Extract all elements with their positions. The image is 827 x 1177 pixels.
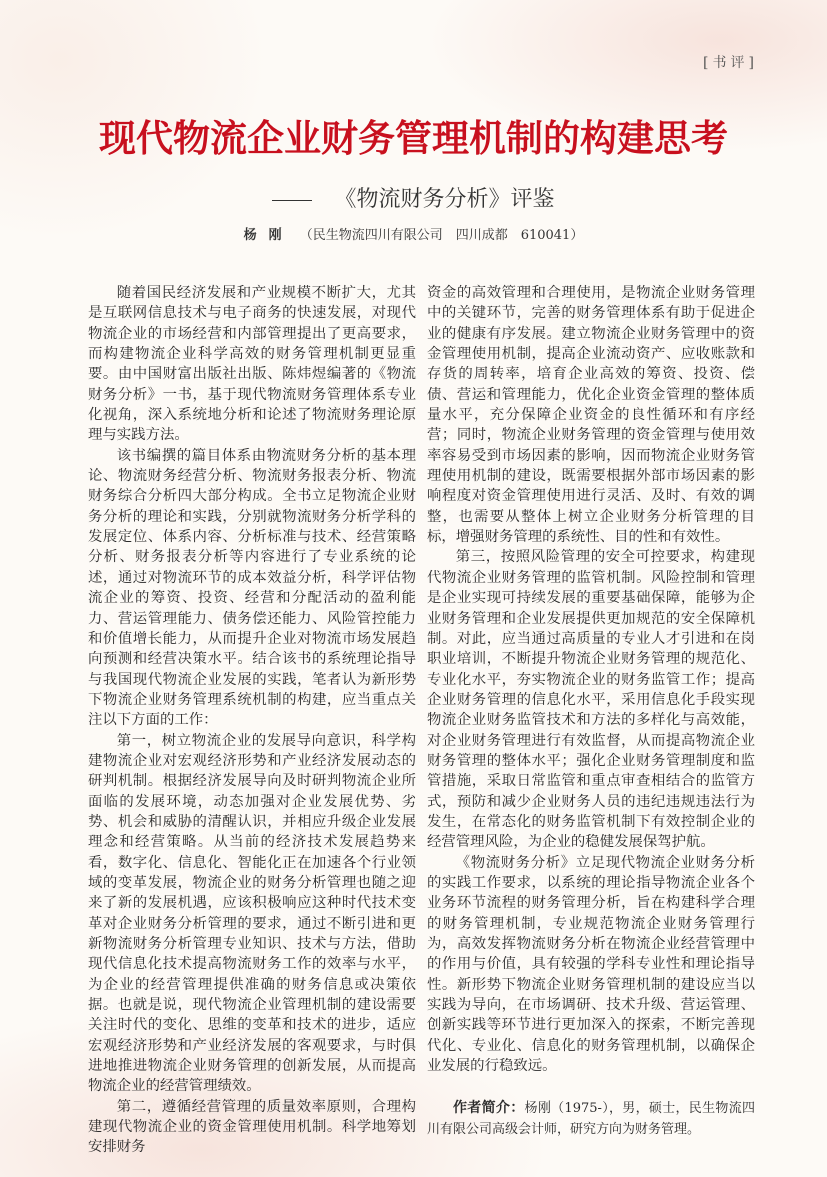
paragraph: 第三，按照风险管理的安全可控要求，构建现代物流企业财务管理的监管机制。风险控制和管理是企业实现可持续发展的重要基础保障，能够为企业财务管理和企业发展提供更加规范的安全保障机制。对此，应当通过高质量的专业人才引进和在岗职业培训，不断提升物流企业财务管理的规范化、专业化水平，夯实物流企业的财务监管工作；提高企业财务管理的信息化水平，采用信息化手段实现物流企业财务监管技术和方法的多样化与高效能，对企业财务管理进行有效监督，从而提高物流企业财务管理的整体水平；强化企业财务管理制度和监管措施，采取日常监管和重点审查相结合的监管方式，预防和减少企业财务人员的违纪违规违法行为发生，在常态化的财务监管机制下有效控制企业的经营管理风险，为企业的稳健发展保驾护航。 [427, 549, 755, 851]
subtitle-text: 《物流财务分析》评鉴 [334, 187, 555, 212]
paragraph: 第二，遵循经营管理的质量效率原则，合理构建现代物流企业的资金管理使用机制。科学地筹划安排财务 [88, 1098, 416, 1156]
author-line [0, 224, 827, 243]
left-column [88, 283, 416, 1158]
section-tag: [书评] [703, 55, 758, 71]
paragraph: 《物流财务分析》立足现代物流企业财务分析的实践工作要求，以系统的理论指导物流企业各个业务环节流程的财务管理分析，旨在构建科学合理的财务管理机制，专业规范物流企业财务管理行为，高效发挥物流财务分析在物流企业经营管理中的作用与价值，具有较强的学科专业性和理论指导性。新形势下物流企业财务管理机制的建设应当以实践为导向，在市场调研、技术升级、营运管理、创新实践等环节进行更加深入的探索，不断完善现代化、专业化、信息化的财务管理机制，以确保企业发展的行稳致远。 [427, 854, 755, 1075]
paragraph: 第一，树立物流企业的发展导向意识，科学构建物流企业对宏观经济形势和产业经济发展动态的研判机制。根据经济发展导向及时研判物流企业所面临的发展环境，动态加强对企业发展优势、劣势、机会和威胁的清醒认识，并相应升级企业发展理念和经营策略。从当前的经济技术发展趋势来看，数字化、信息化、智能化正在加速各个行业领域的变革发展，物流企业的财务分析管理也随之迎来了新的发展机遇，应该积极响应这种时代技术变革对企业财务分析管理的要求，通过不断引进和更新物流财务分析管理专业知识、技术与方法，借助现代信息化技术提高物流财务工作的效率与水平，为企业的经营管理提供准确的财务信息或决策依据。也就是说，现代物流企业管理机制的建设需要关注时代的变化、思维的变革和技术的进步，适应宏观经济形势和产业经济发展的客观要求，与时俱进地推进物流企业财务管理的创新发展，从而提高物流企业的经营管理绩效。 [88, 732, 416, 1095]
author-bio-text: 杨刚（1975-），男，硕士，民生物流四川有限公司高级会计师，研究方向为财务管理。 [427, 1101, 756, 1138]
paragraph-continued: 资金的高效管理和合理使用，是物流企业财务管理中的关键环节，完善的财务管理体系有助于促进企业的健康有序发展。建立物流企业财务管理中的资金管理使用机制，提高企业流动资产、应收账款和存货的周转率，培育企业高效的筹资、投资、偿债、营运和管理能力，优化企业资金管理的整体质量水平，充分保障企业资金的良性循环和有序经营；同时，物流企业财务管理的资金管理与使用效率容易受到市场因素的影响，因而物流企业财务管理使用机制的建设，既需要根据外部市场因素的影响程度对资金管理使用进行灵活、及时、有效的调整，也需要从整体上树立企业财务分析管理的目标，增强财务管理的系统性、目的性和有效性。 [427, 285, 755, 546]
subtitle-dash [272, 200, 312, 201]
paragraph: 该书编撰的篇目体系由物流财务分析的基本理论、物流财务经营分析、物流财务报表分析、物流财务综合分析四大部分构成。全书立足物流企业财务分析的理论和实践，分别就物流财务分析学科的发展定位、体系内容、分析标准与技术、经营策略分析、财务报表分析等内容进行了专业系统的论述，通过对物流环节的成本效益分析，科学评估物流企业的筹资、投资、经营和分配活动的盈利能力、营运管理能力、债务偿还能力、风险管控能力和价值增长能力，从而提升企业对物流市场发展趋向预测和经营决策水平。结合该书的系统理论指导与我国现代物流企业发展的实践，笔者认为新形势下物流企业财务管理系统机制的构建，应当重点关注以下方面的工作： [88, 447, 416, 729]
author-bio [427, 1098, 755, 1140]
author-bio-label: 作者简介： [453, 1100, 525, 1117]
paragraph: 随着国民经济发展和产业规模不断扩大，尤其是互联网信息技术与电子商务的快速发展，对现代物流企业的市场经营和内部管理提出了更高要求，而构建物流企业科学高效的财务管理机制更显重要。由中国财富出版社出版、陈炜煜编著的《物流财务分析》一书，基于现代物流财务管理体系专业化视角，深入系统地分析和论述了物流财务理论原理与实践方法。 [88, 285, 416, 444]
author-affiliation: （民生物流四川有限公司 四川成都 610041） [299, 228, 584, 243]
article-subtitle [0, 182, 827, 213]
author-name: 杨刚 [243, 228, 294, 243]
article-title: 现代物流企业财务管理机制的构建思考 [99, 117, 728, 160]
right-column [427, 283, 755, 1140]
